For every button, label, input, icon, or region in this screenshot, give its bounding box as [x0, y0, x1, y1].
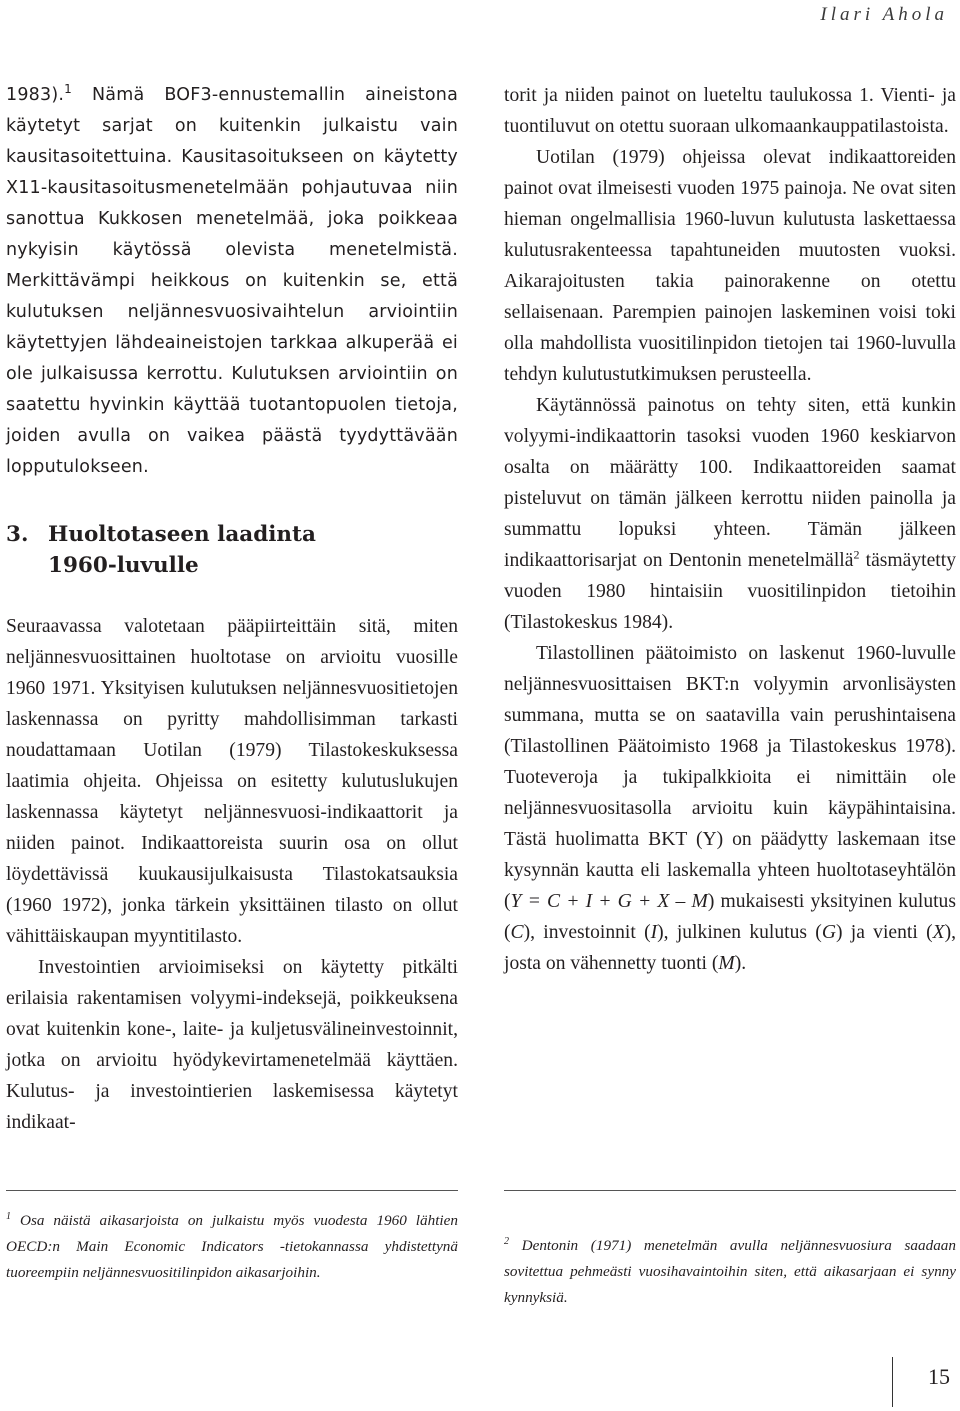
gdp-text-4: ), julkinen kulutus ( — [657, 922, 822, 943]
page-number: 15 — [928, 1364, 950, 1389]
paragraph-method-overview: Seuraavassa valotetaan pääpiirteittäin sitä, miten neljännesvuosittainen huoltotase on arvioitu vuosille 1960 1971. Yksityisen kulutuksen neljännesvuositietojen laskennassa on pyritty mahdollisimman tarkasti noudattamaan Uotilan (1979) Tilastokeskuksessa laatimia ohjeita. Ohjeissa on esitetty kulutuslukujen laskennassa käytetyt neljännesvuosi-indikaattorit ja niiden painot. Indikaattoreista suurin osa on ollut löydettävissä kuukausijulkaisusta Tilastokatsauksia (1960 1972), jonka tärkein yksittäinen tilasto on ollut vähittäiskaupan myyntitilasto. — [6, 616, 458, 947]
section-title-line-1: Huoltotaseen laadinta — [48, 522, 316, 547]
footnote-1-mark: 1 — [6, 1210, 11, 1222]
paragraph-uotila-weights: Uotilan (1979) ohjeissa olevat indikaattoreiden painot ovat ilmeisesti vuoden 1975 painoja. Ne ovat siten hieman ongelmallisia 1960-luvun kulutusta laskettaessa kulutusrakenteessa tapahtuneiden muutosten vuoksi. Aikarajoitusten takia painorakenne on otettu sellaisenaan. Parempien painojen laskeminen voisi toki olla mahdollista vuositilinpidon tietojen tai 1960-luvulla tehdyn kulutustutkimuksen perusteella. — [504, 147, 956, 385]
footnote-1-text: Osa näistä aikasarjoista on julkaistu myös vuodesta 1960 lähtien OECD:n Main Economic Indicators -tietokannassa yhdistettynä tuoreempiin neljännesvuositilinpidon aikasarjoihin. — [6, 1212, 458, 1281]
section-heading — [6, 519, 458, 581]
paragraph-bof3-start: 1983). — [6, 85, 65, 105]
running-header-author: Ilari Ahola — [820, 4, 948, 25]
paragraph-bof3-body: Nämä BOF3-ennustemallin aineistona käytetyt sarjat on kuitenkin julkaistu vain kausitasoitettuina. Kausitasoitukseen on käytetty X11-kausitasoitusmenetelmään pohjautuvaa niin sanottua Kukkosen menetelmää, joka poikkeaa nykyisin käytössä olevista menetelmistä. Merkittävämpi heikkous on kuitenkin se, että kulutuksen neljännesvuosivaihtelun arviointiin käytettyjen lähdeaineistojen tarkkaa alkuperää ei ole julkaisussa kerrottu. Kulutuksen arviointiin on saatettu hyvinkin käyttää tuotantopuolen tietoja, joiden avulla on vaikea päästä tyydyttävään lopputulokseen. — [6, 85, 458, 477]
gdp-text-1: Tilastollinen päätoimisto on laskenut 1960-luvulle neljännesvuosittaisen BKT:n volyymin arvonlisäysten summana, mutta se on saatavilla vain perushintaisena (Tilastollinen Päätoimisto 1968 ja Tilastokeskus 1978). Tuoteveroja ja tukipalkkioita ei nimittäin ole neljännesvuositasolla arvioitu kuin käypähintaisina. Tästä huolimatta BKT (Y) on päädytty laskemaan itse kysynnän kautta eli laskemalla yhteen huoltotaseyhtälön ( — [504, 643, 956, 912]
paragraph-weighting-procedure — [504, 390, 956, 638]
gdp-text-6: ), josta on vähennetty tuonti ( — [504, 922, 956, 974]
footnote-2-mark: 2 — [504, 1235, 509, 1247]
section-number: 3. — [6, 522, 29, 547]
footnote-2 — [504, 1233, 956, 1311]
right-column — [504, 80, 956, 979]
footnote-ref-1[interactable]: 1 — [64, 82, 72, 97]
gdp-text-7: ). — [734, 953, 747, 974]
footnote-divider-left — [6, 1190, 458, 1191]
page-number-divider — [892, 1357, 893, 1407]
section-title — [48, 519, 316, 581]
symbol-m: M — [718, 953, 735, 974]
weighting-text-start: Käytännössä painotus on tehty siten, että kunkin volyymi-indikaattorin tasoksi vuoden 1960 keskiarvon osalta on määrätty 100. Indikaattoreiden saamat pisteluvut on tämän jälkeen kerrottu niiden painolla ja summattu lopuksi yhteen. Tämän jälkeen indikaattorisarjat on Dentonin menetelmällä — [504, 395, 956, 571]
left-column — [6, 80, 458, 1138]
footnote-2-text: Dentonin (1971) menetelmän avulla neljännesvuosiura saadaan sovitettua pehmeästi vuosihavaintoihin siten, että aikasarjaan ei synny kynnyksiä. — [504, 1237, 956, 1306]
paragraph-indicator-weights-table: torit ja niiden painot on lueteltu taulukossa 1. Vienti- ja tuontiluvut on otettu suoraan ulkomaankauppatilastoista. — [504, 85, 956, 137]
paragraph-gdp-calculation — [504, 638, 956, 979]
gdp-text-2: ) mukaisesti yksityinen kulutus ( — [504, 891, 956, 943]
footnote-1 — [6, 1208, 458, 1286]
footnote-divider-right — [504, 1190, 956, 1191]
footnote-ref-2[interactable]: 2 — [853, 547, 860, 562]
paragraph-investments: Investointien arvioimiseksi on käytetty pitkälti erilaisia rakentamisen volyymi-indeksejä, poikkeuksena ovat kuitenkin kone-, laite- ja kuljetusvälineinvestoinnit, jotka on arvioitu hyödykevirtamenetelmää käyttäen. Kulutus- ja investointierien laskemisessa käytetyt indikaat- — [6, 957, 458, 1133]
section-title-line-2: 1960-luvulle — [48, 553, 199, 578]
symbol-c: C — [510, 922, 524, 943]
weighting-text-end: täsmäytetty vuoden 1980 hintaisiin vuositilinpidon tietoihin (Tilastokeskus 1984). — [504, 550, 956, 633]
gdp-identity-equation: Y = C + I + G + X – M — [510, 891, 708, 912]
symbol-g: G — [821, 922, 836, 943]
symbol-i: I — [650, 922, 658, 943]
gdp-text-3: ), investoinnit ( — [523, 922, 651, 943]
symbol-x: X — [932, 922, 945, 943]
paragraph-bof3-data — [6, 80, 458, 483]
gdp-text-5: ) ja vienti ( — [835, 922, 933, 943]
